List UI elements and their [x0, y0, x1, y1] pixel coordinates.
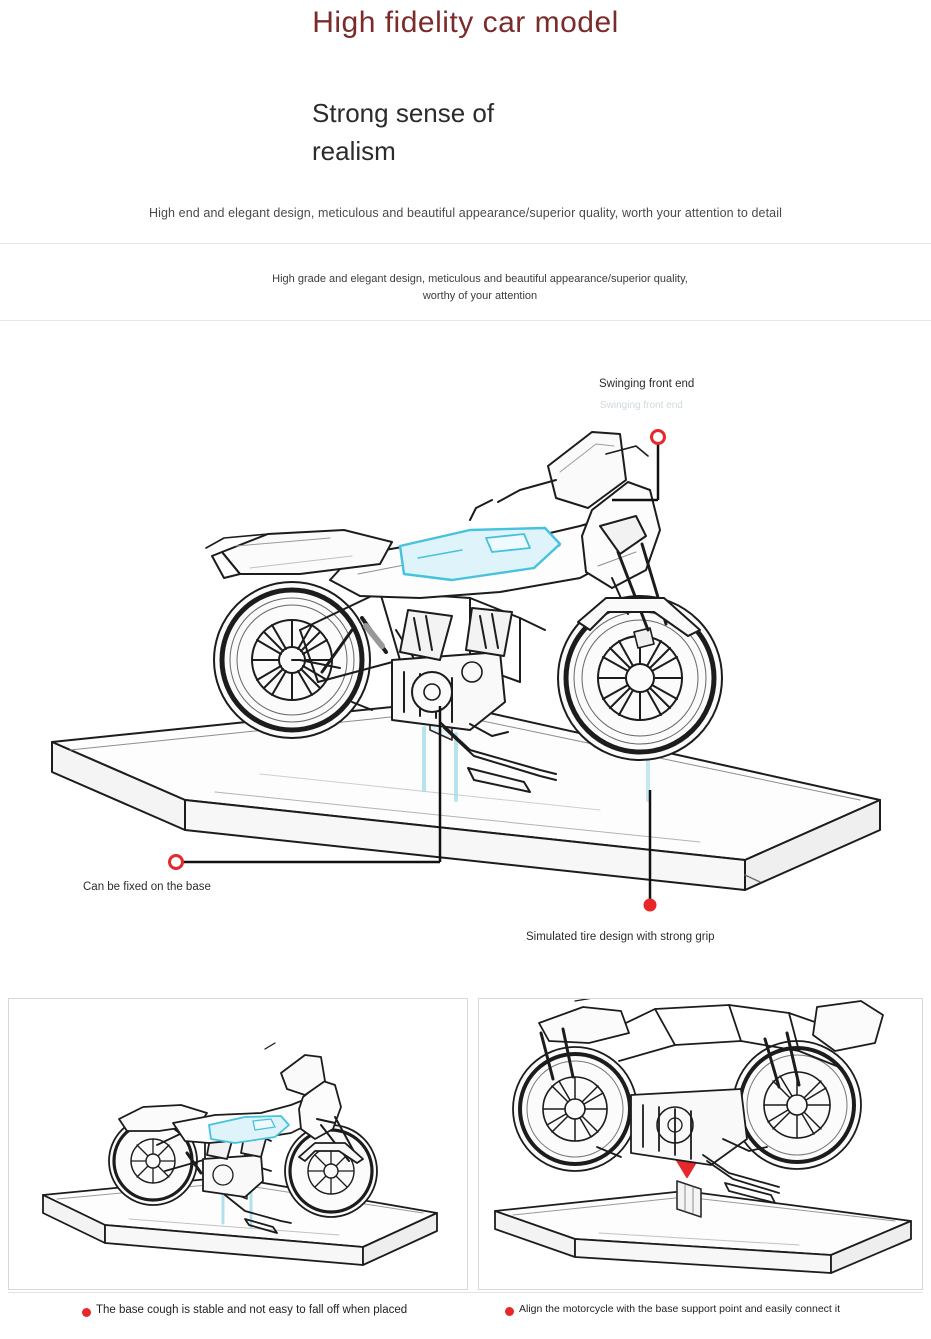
- divider-mid: [0, 320, 931, 321]
- description-secondary: [180, 271, 780, 305]
- panel-stable-base: [8, 998, 468, 1290]
- panel-left-illustration: [9, 999, 467, 1289]
- panel-align-support: [478, 998, 923, 1290]
- divider-top: [0, 243, 931, 244]
- subtitle-line-1: Strong sense of: [312, 98, 495, 128]
- description-primary: High end and elegant design, meticulous and beautiful appearance/superior quality, worth your attention to detail: [148, 206, 782, 220]
- motorcycle-on-base-drawing: [0, 330, 931, 970]
- section-subtitle: [312, 95, 732, 170]
- divider-bottom: [8, 1292, 923, 1293]
- callout-swinging-front-end-ghost: Swinging front end: [600, 400, 683, 411]
- hero-illustration: [0, 330, 931, 970]
- page-title: High fidelity car model: [312, 6, 619, 39]
- panel-right-illustration: [479, 999, 922, 1289]
- bullet-dot-left: [82, 1308, 91, 1317]
- description-secondary-line-1: High grade and elegant design, meticulous and beautiful appearance/superior quality,: [272, 273, 688, 285]
- description-secondary-line-2: worthy of your attention: [422, 290, 538, 303]
- callout-tire-design: Simulated tire design with strong grip: [526, 931, 715, 943]
- subtitle-line-2: realism: [312, 135, 396, 166]
- panel-left-caption: The base cough is stable and not easy to fall off when placed: [96, 1304, 408, 1316]
- bullet-dot-right: [505, 1307, 514, 1316]
- callout-fixed-on-base: Can be fixed on the base: [83, 881, 211, 893]
- callout-swinging-front-end: Swinging front end: [599, 378, 695, 390]
- panel-right-caption: Align the motorcycle with the base support point and easily connect it: [519, 1303, 841, 1315]
